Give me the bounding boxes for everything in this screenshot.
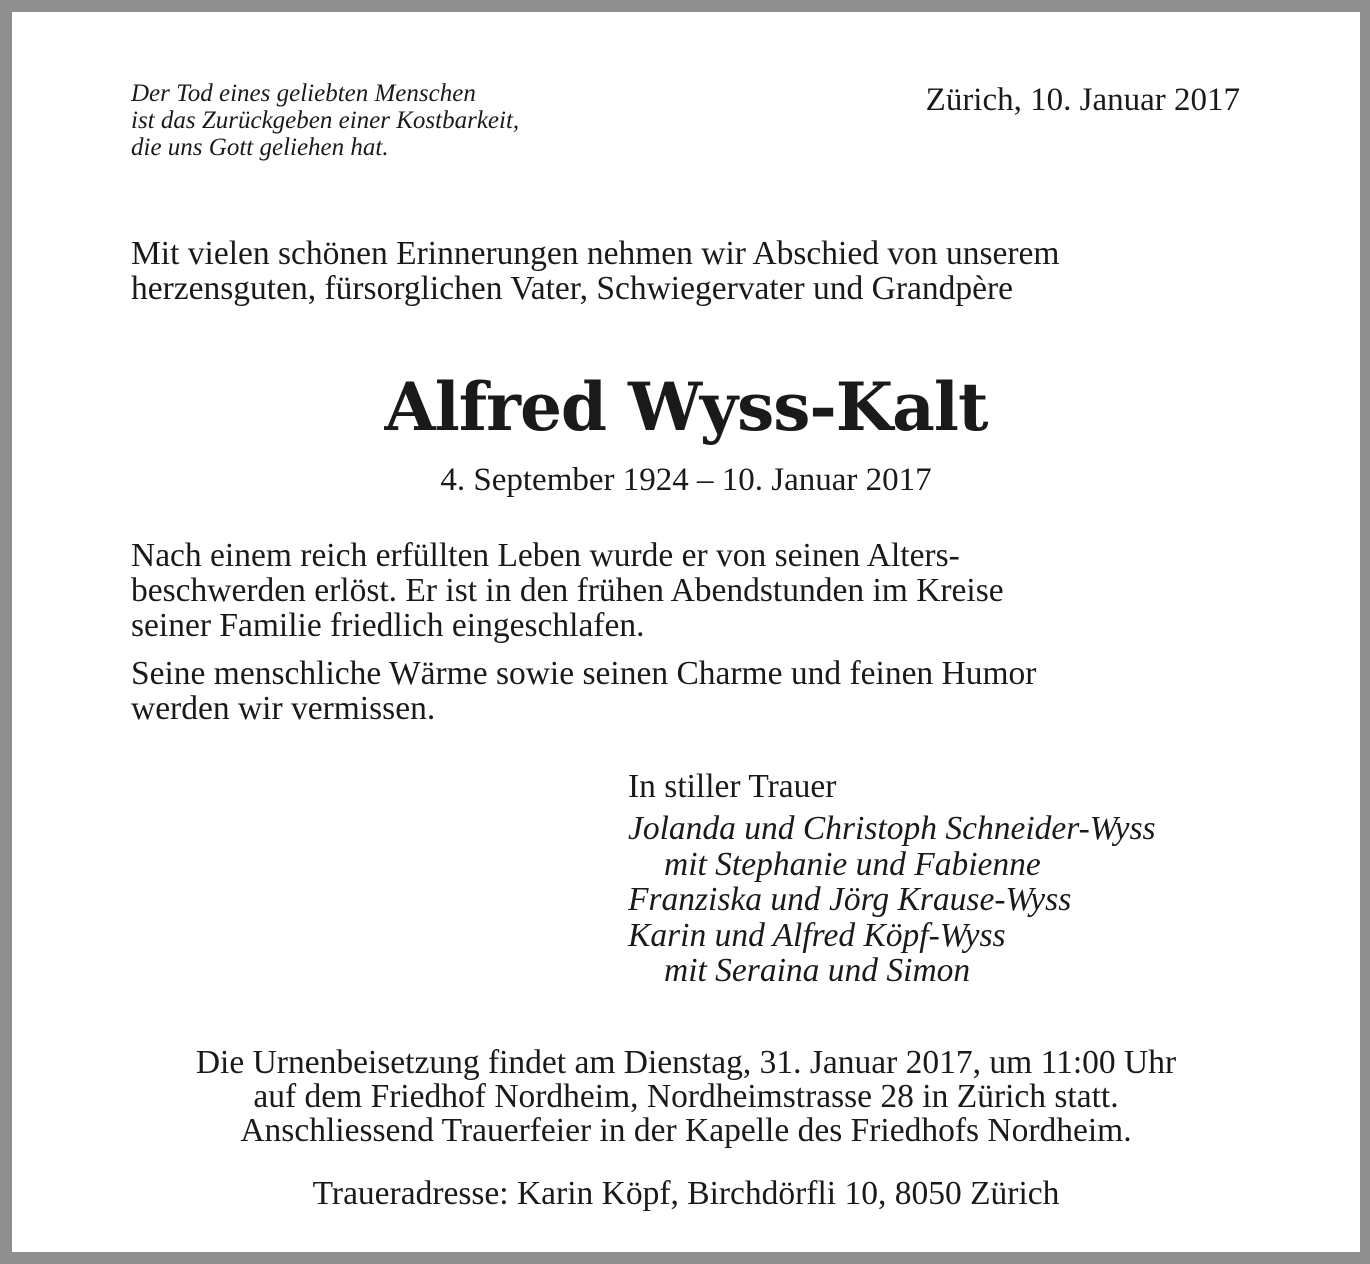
lifespan-dates: 4. September 1924 – 10. Januar 2017 [440, 462, 932, 498]
service-line: Die Urnenbeisetzung findet am Dienstag, 31. Januar 2017, um 11:00 Uhr [195, 1044, 1177, 1081]
service-details [12, 1046, 1360, 1148]
paragraph-memory [131, 656, 1251, 726]
signer-children: mit Stephanie und Fabienne [664, 845, 1041, 883]
paragraph-line: beschwerden erlöst. Er ist in den frühen Abendstunden im Kreise [131, 572, 1004, 609]
mourning-heading: In stiller Trauer [628, 768, 837, 805]
intro-text [131, 236, 1251, 306]
signers-list [628, 811, 1156, 989]
paragraph-line: seiner Familie friedlich eingeschlafen. [131, 607, 645, 644]
intro-line: herzensguten, fürsorglichen Vater, Schwiegervater und Grandpère [131, 270, 1014, 307]
signer: Karin und Alfred Köpf-Wyss [628, 916, 1006, 954]
signer: Franziska und Jörg Krause-Wyss [628, 881, 1072, 918]
mourning-address: Traueradresse: Karin Köpf, Birchdörfli 10, 8050 Zürich [312, 1175, 1060, 1212]
paragraph-life [131, 538, 1251, 643]
motto-line: die uns Gott geliehen hat. [131, 134, 389, 161]
paragraph-line: werden wir vermissen. [131, 690, 436, 727]
motto-line: ist das Zurückgeben einer Kostbarkeit, [131, 107, 520, 134]
signer: Jolanda und Christoph Schneider-Wyss [628, 810, 1156, 847]
motto-line: Der Tod eines geliebten Menschen [131, 80, 476, 107]
intro-line: Mit vielen schönen Erinnerungen nehmen wir Abschied von unserem [131, 235, 1060, 272]
dateline: Zürich, 10. Januar 2017 [925, 82, 1240, 118]
service-line: Anschliessend Trauerfeier in der Kapelle des Friedhofs Nordheim. [240, 1112, 1132, 1149]
deceased-name: Alfred Wyss-Kalt [384, 368, 988, 446]
service-line: auf dem Friedhof Nordheim, Nordheimstrasse 28 in Zürich statt. [253, 1078, 1119, 1115]
signer-children: mit Seraina und Simon [664, 952, 971, 989]
paragraph-line: Nach einem reich erfüllten Leben wurde er von seinen Alters- [131, 537, 960, 574]
motto-quote [131, 80, 731, 161]
paragraph-line: Seine menschliche Wärme sowie seinen Charme und feinen Humor [131, 655, 1037, 692]
